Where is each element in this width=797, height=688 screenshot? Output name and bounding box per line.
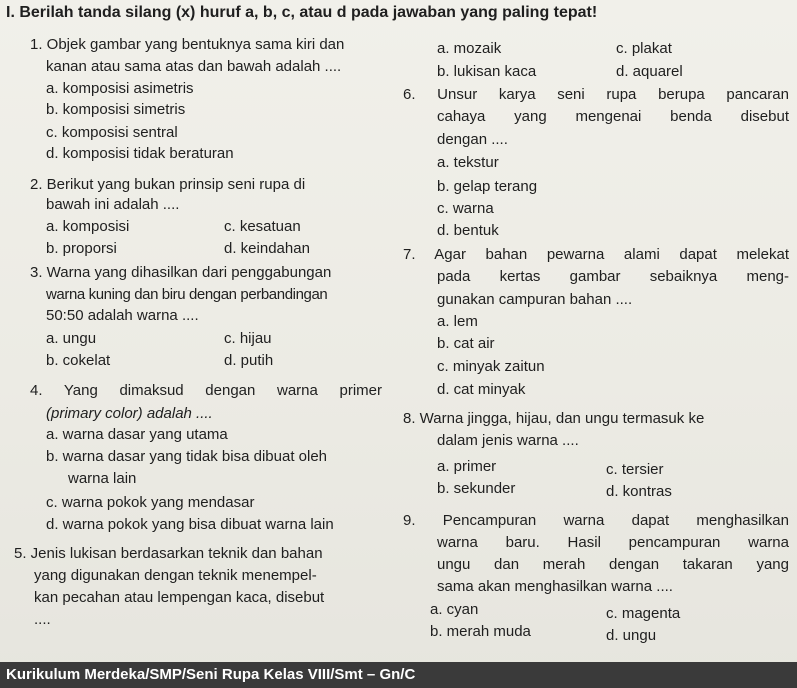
q2-option-a[interactable]: a. komposisi xyxy=(46,218,130,235)
q3-text-line1: 3. Warna yang dihasilkan dari penggabungan xyxy=(30,264,332,281)
q1-option-a[interactable]: a. komposisi asimetris xyxy=(46,80,194,97)
instruction-heading: I. Berilah tanda silang (x) huruf a, b, c, atau d pada jawaban yang paling tepat! xyxy=(6,4,598,21)
q5-text-line2: yang digunakan dengan teknik menempel- xyxy=(34,567,317,584)
q2-option-c[interactable]: c. kesatuan xyxy=(224,218,301,235)
q8-option-c[interactable]: c. tersier xyxy=(606,461,664,478)
q6-option-c[interactable]: c. warna xyxy=(437,200,494,217)
q7-option-d[interactable]: d. cat minyak xyxy=(437,381,526,398)
q8-option-b[interactable]: b. sekunder xyxy=(437,480,516,497)
q6-option-a[interactable]: a. tekstur xyxy=(437,154,499,171)
q6-option-b[interactable]: b. gelap terang xyxy=(437,178,538,195)
q6-text-line3: dengan .... xyxy=(437,131,508,148)
q6-text-line1: 6. Unsur karya seni rupa berupa pancaran xyxy=(403,86,789,103)
footer-bar xyxy=(0,662,797,688)
q5-option-b[interactable]: b. lukisan kaca xyxy=(437,63,537,80)
q9-text-line3: ungu dan merah dengan takaran yang xyxy=(437,556,789,573)
q7-text-line3: gunakan campuran bahan .... xyxy=(437,291,633,308)
q9-option-b[interactable]: b. merah muda xyxy=(430,623,531,640)
q9-text-line2: warna baru. Hasil pencampuran warna xyxy=(437,534,789,551)
q7-option-a[interactable]: a. lem xyxy=(437,313,478,330)
q9-option-d[interactable]: d. ungu xyxy=(606,627,657,644)
q5-text-line4: .... xyxy=(34,611,51,628)
q5-option-c[interactable]: c. plakat xyxy=(616,40,672,57)
q3-option-a[interactable]: a. ungu xyxy=(46,330,97,347)
footer-text: Kurikulum Merdeka/SMP/Seni Rupa Kelas VIII/Smt – Gn/C xyxy=(6,666,416,683)
q5-option-d[interactable]: d. aquarel xyxy=(616,63,683,80)
q1-option-c[interactable]: c. komposisi sentral xyxy=(46,124,178,141)
q8-option-a[interactable]: a. primer xyxy=(437,458,497,475)
q4-option-b-cont: warna lain xyxy=(68,470,137,487)
q6-text-line2: cahaya yang mengenai benda disebut xyxy=(437,108,789,125)
q9-option-a[interactable]: a. cyan xyxy=(430,601,479,618)
q5-option-a[interactable]: a. mozaik xyxy=(437,40,502,57)
q8-text-line1: 8. Warna jingga, hijau, dan ungu termasuk ke xyxy=(403,410,705,427)
q7-text-line2: pada kertas gambar sebaiknya meng- xyxy=(437,268,789,285)
q9-text-line1: 9. Pencampuran warna dapat menghasilkan xyxy=(403,512,789,529)
q2-text-line1: 2. Berikut yang bukan prinsip seni rupa di xyxy=(30,176,306,193)
q9-text-line4: sama akan menghasilkan warna .... xyxy=(437,578,673,595)
q1-text-line1: 1. Objek gambar yang bentuknya sama kiri dan xyxy=(30,36,345,53)
q5-text-line3: kan pecahan atau lempengan kaca, disebut xyxy=(34,589,325,606)
q3-text-line3: 50:50 adalah warna .... xyxy=(46,307,199,324)
q2-option-d[interactable]: d. keindahan xyxy=(224,240,310,257)
q2-option-b[interactable]: b. proporsi xyxy=(46,240,117,257)
q9-option-c[interactable]: c. magenta xyxy=(606,605,681,622)
q1-option-b[interactable]: b. komposisi simetris xyxy=(46,101,186,118)
q4-text-line2: (primary color) adalah .... xyxy=(46,405,213,422)
q1-option-d[interactable]: d. komposisi tidak beraturan xyxy=(46,145,234,162)
q3-option-d[interactable]: d. putih xyxy=(224,352,274,369)
q4-option-a[interactable]: a. warna dasar yang utama xyxy=(46,426,228,443)
q3-option-c[interactable]: c. hijau xyxy=(224,330,272,347)
q7-text-line1: 7. Agar bahan pewarna alami dapat melekat xyxy=(403,246,789,263)
q1-text-line2: kanan atau sama atas dan bawah adalah .... xyxy=(46,58,342,75)
q5-text-line1: 5. Jenis lukisan berdasarkan teknik dan bahan xyxy=(14,545,323,562)
q8-text-line2: dalam jenis warna .... xyxy=(437,432,579,449)
q6-option-d[interactable]: d. bentuk xyxy=(437,222,499,239)
q7-option-b[interactable]: b. cat air xyxy=(437,335,495,352)
q3-text-line2: warna kuning dan biru dengan perbandingan xyxy=(46,286,328,303)
q4-option-d[interactable]: d. warna pokok yang bisa dibuat warna lain xyxy=(46,516,334,533)
q4-option-c[interactable]: c. warna pokok yang mendasar xyxy=(46,494,255,511)
q7-option-c[interactable]: c. minyak zaitun xyxy=(437,358,545,375)
q4-text-line1: 4. Yang dimaksud dengan warna primer xyxy=(30,382,382,399)
q4-option-b[interactable]: b. warna dasar yang tidak bisa dibuat oleh xyxy=(46,448,328,465)
q2-text-line2: bawah ini adalah .... xyxy=(46,196,180,213)
q3-option-b[interactable]: b. cokelat xyxy=(46,352,111,369)
q8-option-d[interactable]: d. kontras xyxy=(606,483,672,500)
